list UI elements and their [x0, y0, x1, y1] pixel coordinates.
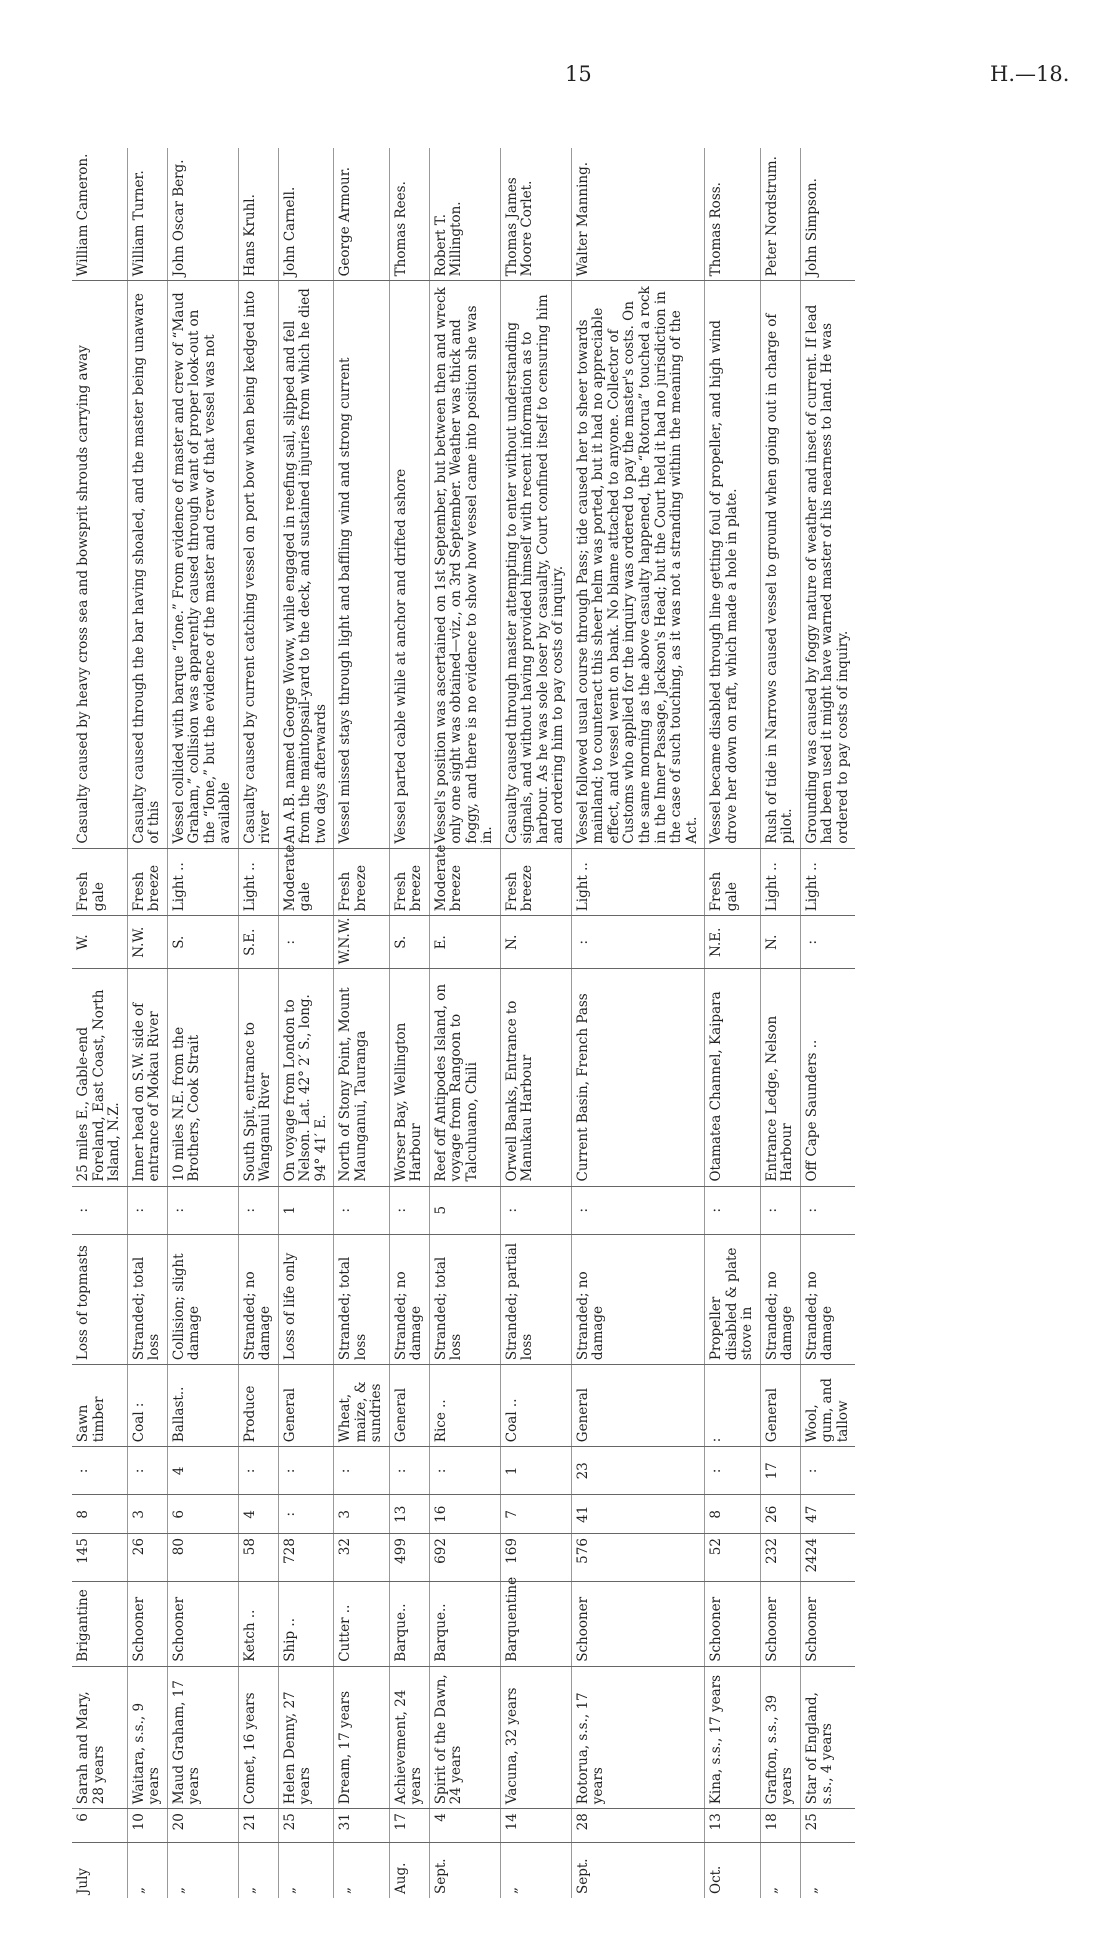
- cell-damage: Propeller disabled & plate stove in: [705, 1234, 761, 1364]
- cell-day: 25: [278, 1809, 334, 1843]
- cell-passengers: :: [800, 1447, 855, 1495]
- cell-lives-lost: :: [334, 1186, 390, 1234]
- cell-wind-direction: :: [800, 916, 855, 969]
- cell-cargo: Ballast..: [167, 1365, 238, 1447]
- cell-passengers: :: [72, 1447, 127, 1495]
- cell-lives-lost: 5: [429, 1186, 500, 1234]
- cell-rig: Ketch ..: [238, 1582, 278, 1666]
- cell-lives-lost: :: [500, 1186, 571, 1234]
- cell-vessel: Waitara, s.s., 9 years: [127, 1666, 167, 1808]
- cell-wind-force: Moderate breeze: [429, 848, 500, 916]
- cell-place: Current Basin, French Pass: [571, 969, 704, 1186]
- cell-rig: Schooner: [800, 1582, 855, 1666]
- cell-master: John Simpson.: [800, 148, 855, 281]
- table-row: [127, 148, 167, 1898]
- cell-wind-force: Fresh breeze: [334, 848, 390, 916]
- cell-tonnage: 26: [127, 1534, 167, 1582]
- cell-place: 10 miles N.E. from the Brothers, Cook Strait: [167, 969, 238, 1186]
- cell-lives-lost: :: [705, 1186, 761, 1234]
- cell-cause: Vessel's position was ascertained on 1st September, but between then and wreck only one sight was obtained—viz., on 3rd September. Weather was thick and foggy, and there is no evidence to show how vessel came into position she was in.: [429, 281, 500, 848]
- cell-passengers: 23: [571, 1447, 704, 1495]
- cell-lives-lost: :: [800, 1186, 855, 1234]
- cell-cargo: General: [389, 1365, 429, 1447]
- cell-wind-force: Light ..: [167, 848, 238, 916]
- cell-day: 17: [389, 1809, 429, 1843]
- cell-cargo: Coal :: [127, 1365, 167, 1447]
- cell-vessel: Helen Denny, 27 years: [278, 1666, 334, 1808]
- cell-place: Inner head on S.W. side of entrance of Mokau River: [127, 969, 167, 1186]
- cell-cargo: Produce: [238, 1365, 278, 1447]
- cell-tonnage: 232: [760, 1534, 800, 1582]
- cell-vessel: Vacuna, 32 years: [500, 1666, 571, 1808]
- cell-month: „: [334, 1842, 390, 1898]
- cell-wind-direction: :: [278, 916, 334, 969]
- cell-wind-force: Moderate gale: [278, 848, 334, 916]
- cell-wind-direction: S.: [389, 916, 429, 969]
- cell-tonnage: 32: [334, 1534, 390, 1582]
- cell-tonnage: 58: [238, 1534, 278, 1582]
- cell-vessel: Maud Graham, 17 years: [167, 1666, 238, 1808]
- cell-damage: Stranded; partial loss: [500, 1234, 571, 1364]
- cell-place: South Spit, entrance to Wanganui River: [238, 969, 278, 1186]
- cell-day: 14: [500, 1809, 571, 1843]
- cell-damage: Stranded; no damage: [238, 1234, 278, 1364]
- table-row: [389, 148, 429, 1898]
- cell-crew: 8: [705, 1495, 761, 1534]
- cell-rig: Cutter ..: [334, 1582, 390, 1666]
- cell-damage: Stranded; total loss: [334, 1234, 390, 1364]
- cell-passengers: :: [389, 1447, 429, 1495]
- cell-vessel: Star of England, s.s., 4 years: [800, 1666, 855, 1808]
- cell-place: Reef off Antipodes Island, on voyage from Rangoon to Talcuhuano, Chili: [429, 969, 500, 1186]
- cell-month: Aug.: [389, 1842, 429, 1898]
- cell-day: 28: [571, 1809, 704, 1843]
- cell-wind-direction: :: [571, 916, 704, 969]
- cell-damage: Loss of topmasts: [72, 1234, 127, 1364]
- cell-master: William Cameron.: [72, 148, 127, 281]
- cell-damage: Stranded; total loss: [127, 1234, 167, 1364]
- cell-lives-lost: :: [389, 1186, 429, 1234]
- cell-damage: Stranded; no damage: [571, 1234, 704, 1364]
- cell-master: John Oscar Berg.: [167, 148, 238, 281]
- cell-wind-direction: N.: [760, 916, 800, 969]
- cell-cargo: :: [705, 1365, 761, 1447]
- cell-month: „: [800, 1842, 855, 1898]
- cell-passengers: :: [334, 1447, 390, 1495]
- cell-place: 25 miles E., Gable-end Foreland, East Coast, North Island, N.Z.: [72, 969, 127, 1186]
- cell-place: Otamatea Channel, Kaipara: [705, 969, 761, 1186]
- cell-wind-force: Fresh breeze: [500, 848, 571, 916]
- cell-rig: Schooner: [705, 1582, 761, 1666]
- cell-passengers: :: [429, 1447, 500, 1495]
- table-row: [500, 148, 571, 1898]
- cell-vessel: Sarah and Mary, 28 years: [72, 1666, 127, 1808]
- table-row: [429, 148, 500, 1898]
- cell-crew: :: [278, 1495, 334, 1534]
- cell-lives-lost: :: [167, 1186, 238, 1234]
- cell-damage: Stranded; no damage: [389, 1234, 429, 1364]
- cell-place: Off Cape Saunders ..: [800, 969, 855, 1186]
- cell-master: Peter Nordstrum.: [760, 148, 800, 281]
- cell-master: Thomas Ross.: [705, 148, 761, 281]
- cell-vessel: Comet, 16 years: [238, 1666, 278, 1808]
- cell-cargo: General: [571, 1365, 704, 1447]
- cell-tonnage: 728: [278, 1534, 334, 1582]
- cell-vessel: Achievement, 24 years: [389, 1666, 429, 1808]
- table-row: [705, 148, 761, 1898]
- cell-crew: 8: [72, 1495, 127, 1534]
- page-number: 15: [565, 62, 592, 86]
- cell-place: Entrance Ledge, Nelson Harbour: [760, 969, 800, 1186]
- cell-passengers: :: [127, 1447, 167, 1495]
- cell-month: „: [238, 1842, 278, 1898]
- cell-tonnage: 499: [389, 1534, 429, 1582]
- table-row: [800, 148, 855, 1898]
- cell-damage: Loss of life only: [278, 1234, 334, 1364]
- cell-cause: Grounding was caused by foggy nature of weather and inset of current. If lead had been used it might have warned master of his nearness to land. He was ordered to pay costs of inquiry.: [800, 281, 855, 848]
- cell-vessel: Grafton, s.s., 39 years: [760, 1666, 800, 1808]
- cell-day: 21: [238, 1809, 278, 1843]
- cell-lives-lost: 1: [278, 1186, 334, 1234]
- cell-crew: 7: [500, 1495, 571, 1534]
- cell-day: 25: [800, 1809, 855, 1843]
- cell-wind-force: Light ..: [800, 848, 855, 916]
- cell-crew: 6: [167, 1495, 238, 1534]
- cell-tonnage: 145: [72, 1534, 127, 1582]
- cell-rig: Ship ..: [278, 1582, 334, 1666]
- cell-cause: Vessel followed usual course through Pass; tide caused her to sheer towards mainland; to counteract this sheer helm was ported, but it had no appreciable effect, and vessel went on bank. No blame attached to anyone. Collector of Customs who applied for the inquiry was ordered to pay the master's costs. On the same morning as the above casualty happened, the “Rotorua” touched a rock in the Inner Passage, Jackson's Head; but the Court held it had no jurisdiction in the case of such touching, as it was not a stranding within the meaning of the Act.: [571, 281, 704, 848]
- cell-passengers: :: [705, 1447, 761, 1495]
- cell-master: George Armour.: [334, 148, 390, 281]
- cell-passengers: 1: [500, 1447, 571, 1495]
- cell-crew: 3: [127, 1495, 167, 1534]
- cell-tonnage: 52: [705, 1534, 761, 1582]
- table-row: [238, 148, 278, 1898]
- cell-vessel: Spirit of the Dawn, 24 years: [429, 1666, 500, 1808]
- cell-passengers: 4: [167, 1447, 238, 1495]
- cell-wind-direction: W.: [72, 916, 127, 969]
- cell-day: 31: [334, 1809, 390, 1843]
- cell-master: Robert T. Millington.: [429, 148, 500, 281]
- cell-rig: Barque..: [429, 1582, 500, 1666]
- cell-place: On voyage from London to Nelson. Lat. 42° 2′ S., long. 94° 41′ E.: [278, 969, 334, 1186]
- cell-month: July: [75, 1867, 91, 1894]
- cell-cargo: Coal ..: [500, 1365, 571, 1447]
- cell-month: „: [167, 1842, 238, 1898]
- cell-day: 4: [429, 1809, 500, 1843]
- cell-wind-direction: N.: [500, 916, 571, 969]
- cell-wind-direction: W.N.W.: [334, 916, 390, 969]
- cell-tonnage: 2424: [800, 1534, 855, 1582]
- table-row: [278, 148, 334, 1898]
- cell-wind-force: Light ..: [571, 848, 704, 916]
- cell-cause: Casualty caused through the bar having shoaled, and the master being unaware of this: [127, 281, 167, 848]
- cell-cause: Rush of tide in Narrows caused vessel to ground when going out in charge of pilot.: [760, 281, 800, 848]
- cell-master: Thomas Rees.: [389, 148, 429, 281]
- cell-month: „: [500, 1842, 571, 1898]
- cell-month: „: [127, 1842, 167, 1898]
- cell-rig: Schooner: [167, 1582, 238, 1666]
- cell-master: John Carnell.: [278, 148, 334, 281]
- cell-cargo: General: [760, 1365, 800, 1447]
- cell-day: 6: [72, 1809, 127, 1843]
- cell-passengers: :: [238, 1447, 278, 1495]
- cell-master: Walter Manning.: [571, 148, 704, 281]
- cell-tonnage: 576: [571, 1534, 704, 1582]
- cell-damage: Stranded; no damage: [760, 1234, 800, 1364]
- cell-month: „: [278, 1842, 334, 1898]
- cell-crew: 4: [238, 1495, 278, 1534]
- cell-rig: Schooner: [127, 1582, 167, 1666]
- cell-wind-direction: N.W.: [127, 916, 167, 969]
- cell-cause: Vessel collided with barque “Ione.” From evidence of master and crew of “Maud Graham,” collision was apparently caused through want of proper look-out on the “Ione,” but the evidence of the master and crew of that vessel was not available: [167, 281, 238, 848]
- cell-rig: Barquentine: [500, 1582, 571, 1666]
- cell-crew: 47: [800, 1495, 855, 1534]
- cell-vessel: Rotorua, s.s., 17 years: [571, 1666, 704, 1808]
- cell-day: 13: [705, 1809, 761, 1843]
- cell-wind-direction: S.: [167, 916, 238, 969]
- cell-cause: An A.B. named George Woww, while engaged in reefing sail, slipped and fell from the maintopsail-yard to the deck, and sustained injuries from which he died two days afterwards: [278, 281, 334, 848]
- cell-lives-lost: :: [238, 1186, 278, 1234]
- cell-lives-lost: :: [760, 1186, 800, 1234]
- cell-cause: Vessel became disabled through line getting foul of propeller, and high wind drove her down on raft, which made a hole in plate.: [705, 281, 761, 848]
- cell-wind-force: Fresh breeze: [389, 848, 429, 916]
- cell-rig: Schooner: [760, 1582, 800, 1666]
- cell-master: William Turner.: [127, 148, 167, 281]
- cell-month: „: [760, 1842, 800, 1898]
- cell-tonnage: 169: [500, 1534, 571, 1582]
- table-row: [72, 148, 127, 1898]
- cell-wind-force: Fresh gale: [72, 848, 127, 916]
- cell-master: Thomas James Moore Corlet.: [500, 148, 571, 281]
- cell-passengers: :: [278, 1447, 334, 1495]
- cell-damage: Stranded; total loss: [429, 1234, 500, 1364]
- cell-crew: 26: [760, 1495, 800, 1534]
- cell-crew: 13: [389, 1495, 429, 1534]
- cell-wind-force: Light ..: [238, 848, 278, 916]
- cell-rig: Brigantine: [72, 1582, 127, 1666]
- table-row: [760, 148, 800, 1898]
- cell-day: 20: [167, 1809, 238, 1843]
- cell-rig: Barque..: [389, 1582, 429, 1666]
- cell-wind-direction: S.E.: [238, 916, 278, 969]
- cell-rig: Schooner: [571, 1582, 704, 1666]
- casualty-table-rotated: [72, 148, 992, 1898]
- cell-day: 10: [127, 1809, 167, 1843]
- cell-lives-lost: :: [571, 1186, 704, 1234]
- cell-tonnage: 80: [167, 1534, 238, 1582]
- cell-month: Oct.: [705, 1842, 761, 1898]
- cell-wind-force: Light ..: [760, 848, 800, 916]
- cell-cargo: Wheat, maize, & sundries: [334, 1365, 390, 1447]
- cell-cause: Vessel parted cable while at anchor and drifted ashore: [389, 281, 429, 848]
- cell-cause: Casualty caused by current catching vessel on port bow when being kedged into river: [238, 281, 278, 848]
- cell-cause: Vessel missed stays through light and baffling wind and strong current: [334, 281, 390, 848]
- cell-lives-lost: :: [72, 1186, 127, 1234]
- cell-damage: Collision; slight damage: [167, 1234, 238, 1364]
- cell-passengers: 17: [760, 1447, 800, 1495]
- cell-wind-direction: E.: [429, 916, 500, 969]
- cell-tonnage: 692: [429, 1534, 500, 1582]
- cell-place: Orwell Banks, Entrance to Manukau Harbour: [500, 969, 571, 1186]
- cell-cause: Casualty caused by heavy cross sea and bowsprit shrouds carrying away: [72, 281, 127, 848]
- cell-lives-lost: :: [127, 1186, 167, 1234]
- cell-wind-direction: N.E.: [705, 916, 761, 969]
- cell-month: Sept.: [429, 1842, 500, 1898]
- cell-crew: 41: [571, 1495, 704, 1534]
- cell-crew: 3: [334, 1495, 390, 1534]
- cell-wind-force: Fresh gale: [705, 848, 761, 916]
- cell-month: Sept.: [571, 1842, 704, 1898]
- cell-crew: 16: [429, 1495, 500, 1534]
- cell-cause: Casualty caused through master attempting to enter without understanding signals, and without having provided himself with recent information as to harbour. As he was sole loser by casualty, Court confined itself to censuring him and ordering him to pay costs of inquiry.: [500, 281, 571, 848]
- cell-cargo: Sawn timber: [72, 1365, 127, 1447]
- cell-cargo: Rice ..: [429, 1365, 500, 1447]
- cell-vessel: Dream, 17 years: [334, 1666, 390, 1808]
- casualty-table: [72, 148, 855, 1898]
- table-row: [571, 148, 704, 1898]
- cell-day: 18: [760, 1809, 800, 1843]
- cell-master: Hans Kruhl.: [238, 148, 278, 281]
- cell-cargo: Wool, gum, and tallow: [800, 1365, 855, 1447]
- cell-place: North of Stony Point, Mount Maunganui, Tauranga: [334, 969, 390, 1186]
- table-row: [334, 148, 390, 1898]
- cell-vessel: Kina, s.s., 17 years: [705, 1666, 761, 1808]
- cell-cargo: General: [278, 1365, 334, 1447]
- cell-place: Worser Bay, Wellington Harbour: [389, 969, 429, 1186]
- table-row: [167, 148, 238, 1898]
- cell-wind-force: Fresh breeze: [127, 848, 167, 916]
- cell-damage: Stranded; no damage: [800, 1234, 855, 1364]
- table-body: [72, 148, 855, 1898]
- document-reference: H.—18.: [990, 62, 1070, 86]
